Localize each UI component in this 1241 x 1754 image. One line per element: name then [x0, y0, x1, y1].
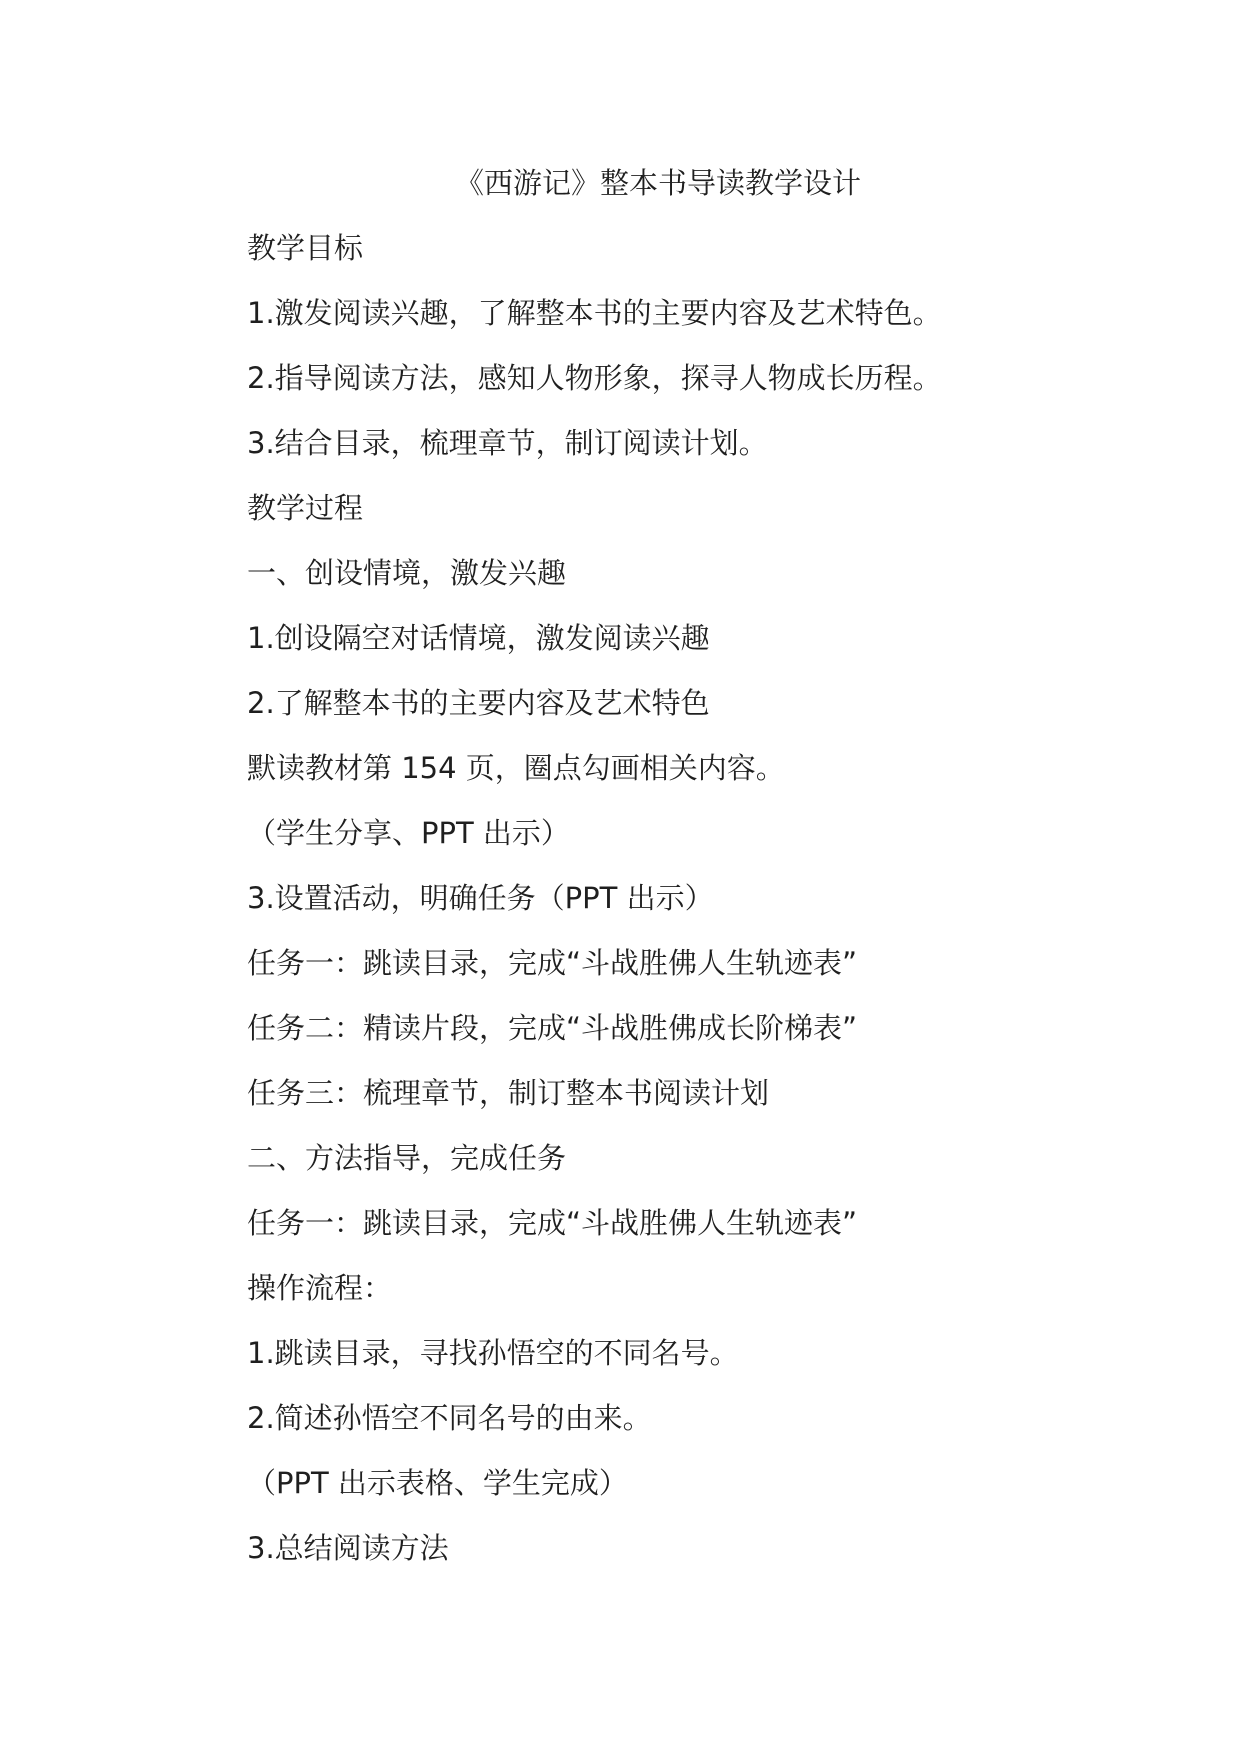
step-item: 1.跳读目录，寻找孙悟空的不同名号。: [247, 1336, 739, 1370]
step-item: 2.了解整本书的主要内容及艺术特色: [247, 686, 710, 720]
note: （PPT 出示表格、学生完成）: [247, 1466, 628, 1500]
document-title: 《西游记》整本书导读教学设计: [455, 166, 862, 200]
paragraph: 操作流程：: [247, 1271, 393, 1305]
part2-heading: 二、方法指导，完成任务: [247, 1141, 567, 1175]
part1-heading: 一、创设情境，激发兴趣: [247, 556, 567, 590]
task-item: 任务三：梳理章节，制订整本书阅读计划: [247, 1076, 770, 1110]
objective-item: 3.结合目录，梳理章节，制订阅读计划。: [247, 426, 768, 460]
paragraph: 默读教材第 154 页，圈点勾画相关内容。: [247, 751, 785, 785]
step-item: 3.总结阅读方法: [247, 1531, 449, 1565]
objectives-heading: 教学目标: [247, 231, 364, 265]
document-body: [247, 216, 1147, 1581]
step-item: 3.设置活动，明确任务（PPT 出示）: [247, 881, 714, 915]
process-heading: 教学过程: [247, 491, 364, 525]
step-item: 2.简述孙悟空不同名号的由来。: [247, 1401, 652, 1435]
task-heading: 任务一：跳读目录，完成“斗战胜佛人生轨迹表”: [247, 1206, 858, 1240]
task-item: 任务一：跳读目录，完成“斗战胜佛人生轨迹表”: [247, 946, 858, 980]
step-item: 1.创设隔空对话情境，激发阅读兴趣: [247, 621, 710, 655]
objective-item: 1.激发阅读兴趣，了解整本书的主要内容及艺术特色。: [247, 296, 942, 330]
objective-item: 2.指导阅读方法，感知人物形象，探寻人物成长历程。: [247, 361, 942, 395]
note: （学生分享、PPT 出示）: [247, 816, 570, 850]
task-item: 任务二：精读片段，完成“斗战胜佛成长阶梯表”: [247, 1011, 858, 1045]
